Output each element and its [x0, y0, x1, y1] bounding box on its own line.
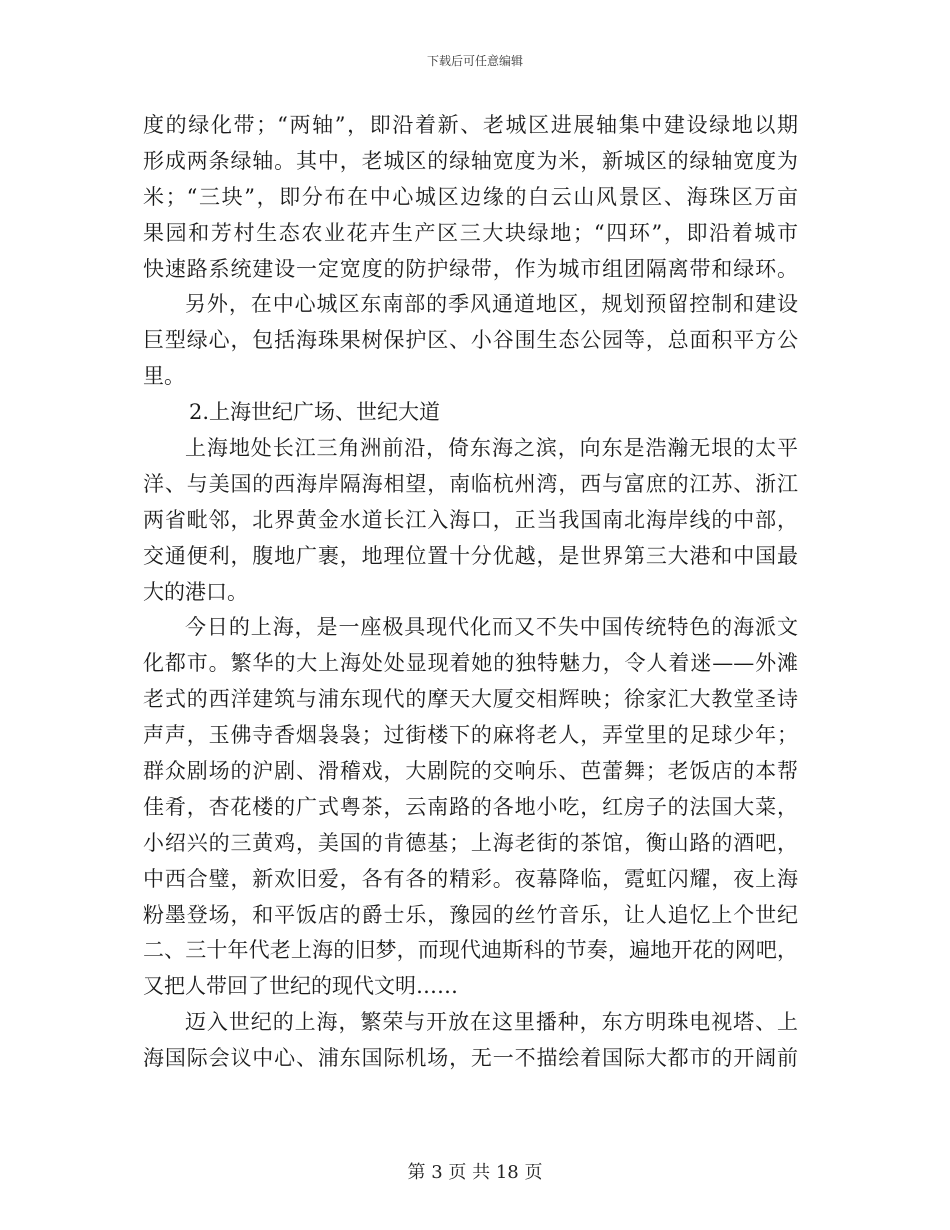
page-number-footer: 第 3 页 共 18 页: [407, 1162, 543, 1183]
text-line: 米；“三块”，即分布在中心城区边缘的白云山风景区、海珠区万亩: [143, 184, 798, 209]
paragraph-first-line: 另外，在中心城区东南部的季风通道地区，规划预留控制和建设: [185, 292, 798, 317]
text-line: 二、三十年代老上海的旧梦，而现代迪斯科的节奏，遍地开花的网吧，: [143, 938, 798, 963]
text-line: 中西合璧，新欢旧爱，各有各的精彩。夜幕降临，霓虹闪耀，夜上海: [143, 866, 798, 891]
text-line: 老式的西洋建筑与浦东现代的摩天大厦交相辉映；徐家汇大教堂圣诗: [143, 687, 798, 712]
paragraph-last-line: 又把人带回了世纪的现代文明……: [143, 974, 458, 999]
text-line: 声声，玉佛寺香烟袅袅；过街楼下的麻将老人，弄堂里的足球少年；: [143, 723, 798, 748]
text-line: 形成两条绿轴。其中，老城区的绿轴宽度为米，新城区的绿轴宽度为: [143, 148, 798, 173]
text-line: 度的绿化带；“两轴”，即沿着新、老城区进展轴集中建设绿地以期: [143, 113, 798, 137]
text-line: 佳肴，杏花楼的广式粤茶，云南路的各地小吃，红房子的法国大菜，: [143, 794, 798, 819]
paragraph-first-line: 今日的上海，是一座极具现代化而又不失中国传统特色的海派文: [185, 615, 798, 640]
text-line: 果园和芳村生态农业花卉生产区三大块绿地；“四环”，即沿着城市: [143, 220, 798, 245]
text-line: 快速路系统建设一定宽度的防护绿带，作为城市组团隔离带和绿环。: [143, 256, 798, 281]
page-header-note: 下载后可任意编辑: [426, 54, 523, 68]
text-line: 粉墨登场，和平饭店的爵士乐，豫园的丝竹音乐，让人追忆上个世纪: [143, 902, 798, 927]
text-line: 小绍兴的三黄鸡，美国的肯德基；上海老街的茶馆，衡山路的酒吧，: [143, 830, 798, 855]
text-line: 化都市。繁华的大上海处处显现着她的独特魅力，令人着迷——外滩: [143, 651, 798, 676]
text-line: 两省毗邻，北界黄金水道长江入海口，正当我国南北海岸线的中部，: [143, 507, 798, 532]
text-line: 海国际会议中心、浦东国际机场，无一不描绘着国际大都市的开阔前: [143, 1046, 798, 1071]
text-line: 群众剧场的沪剧、滑稽戏，大剧院的交响乐、芭蕾舞；老饭店的本帮: [143, 759, 798, 784]
text-line: 交通便利，腹地广裹，地理位置十分优越，是世界第三大港和中国最: [143, 543, 798, 568]
paragraph-last-line: 里。: [143, 364, 185, 389]
paragraph-last-line: 大的港口。: [143, 579, 248, 604]
text-line: 洋、与美国的西海岸隔海相望，南临杭州湾，西与富庶的江苏、浙江: [143, 471, 798, 496]
paragraph-first-line: 上海地处长江三角洲前沿，倚东海之滨，向东是浩瀚无垠的太平: [185, 436, 798, 461]
text-line: 巨型绿心，包括海珠果树保护区、小谷围生态公园等，总面积平方公: [143, 328, 798, 353]
section-heading: 2.上海世纪广场、世纪大道: [189, 400, 441, 425]
paragraph-first-line: 迈入世纪的上海，繁荣与开放在这里播种，东方明珠电视塔、上: [185, 1010, 798, 1035]
document-body: [143, 108, 798, 1077]
